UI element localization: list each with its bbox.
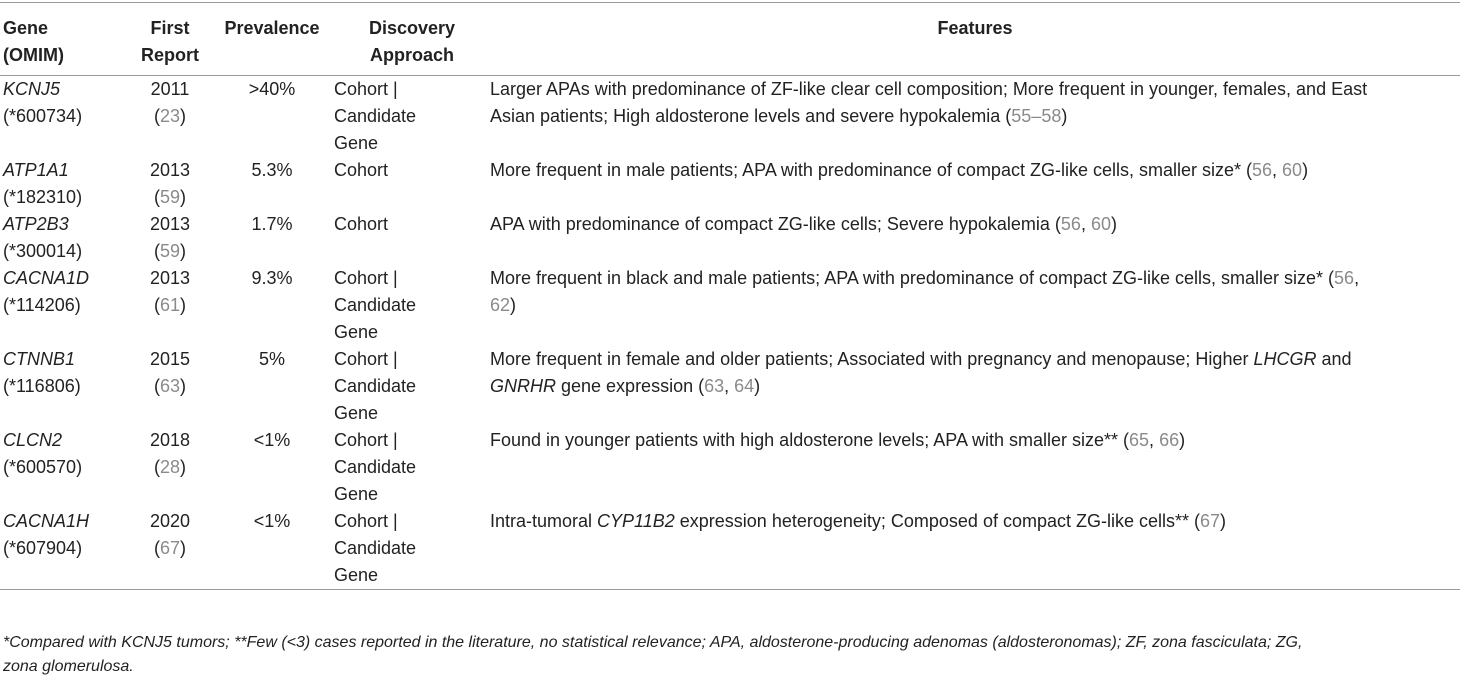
reference-link[interactable]: 62: [490, 295, 511, 315]
features-cell: [490, 157, 1460, 211]
features-line: [490, 292, 1460, 319]
header-features: [490, 3, 1460, 76]
first-report-cell: [130, 346, 210, 427]
prevalence-cell: [210, 346, 334, 427]
report-reference: (23): [153, 106, 187, 126]
features-cell: [490, 265, 1460, 346]
features-line: [490, 211, 1460, 238]
gene-cell: [0, 76, 130, 158]
table-footnote: [3, 631, 1453, 679]
features-line: [490, 427, 1460, 454]
feature-text: gene expression (: [556, 376, 705, 396]
feature-text: ): [1111, 214, 1117, 234]
approach-line: Cohort |: [334, 268, 398, 288]
reference-link[interactable]: 66: [1159, 430, 1180, 450]
first-report-cell: [130, 211, 210, 265]
feature-text: Larger APAs with predominance of ZF-like clear cell composition; More frequent in younger, females, and East: [490, 79, 1368, 99]
feature-text: ): [510, 295, 517, 315]
features-cell: [490, 427, 1460, 508]
approach-line: Candidate: [334, 457, 417, 477]
report-year: 2020: [149, 511, 191, 531]
gene-symbol: ATP1A1: [3, 160, 69, 180]
gene-cell: [0, 346, 130, 427]
report-year: 2018: [149, 430, 191, 450]
reference-link[interactable]: 56: [1252, 160, 1273, 180]
table-row: [0, 211, 1460, 265]
gene-cell: [0, 265, 130, 346]
table-row: [0, 508, 1460, 590]
feature-text: More frequent in female and older patients; Associated with pregnancy and menopause; Higher: [490, 349, 1254, 369]
reference-link[interactable]: 61: [159, 295, 181, 315]
gene-symbol: ATP2B3: [3, 214, 69, 234]
reference-link[interactable]: 56: [1060, 214, 1081, 234]
prevalence-value: <1%: [253, 511, 291, 531]
gene-name: LHCGR: [1253, 349, 1317, 369]
features-cell: [490, 211, 1460, 265]
features-cell: [490, 76, 1460, 158]
gene-cell: [0, 157, 130, 211]
prevalence-value: 5.3%: [251, 160, 293, 180]
gene-features-table: [0, 2, 1460, 590]
feature-text: APA with predominance of compact ZG-like cells; Severe hypokalemia (: [490, 214, 1061, 234]
feature-text: ): [754, 376, 761, 396]
feature-text: ): [1179, 430, 1186, 450]
feature-text: Intra-tumoral: [490, 511, 598, 531]
prevalence-cell: [210, 508, 334, 590]
gene-cell: [0, 427, 130, 508]
header-gene-line2: (OMIM): [3, 45, 64, 65]
report-year: 2013: [149, 268, 191, 288]
discovery-approach-cell: [334, 508, 490, 590]
first-report-cell: [130, 76, 210, 158]
discovery-approach-cell: [334, 211, 490, 265]
gene-name: CYP11B2: [597, 511, 675, 531]
gene-omim: (*116806): [3, 376, 81, 396]
feature-text: ): [1061, 106, 1068, 126]
gene-omim: (*300014): [3, 241, 83, 261]
header-discovery-line1: Discovery: [368, 18, 456, 38]
features-line: [490, 508, 1460, 535]
prevalence-cell: [210, 211, 334, 265]
approach-line: Cohort |: [334, 511, 398, 531]
gene-symbol: CACNA1H: [3, 511, 90, 531]
prevalence-value: >40%: [248, 79, 296, 99]
header-gene: [0, 3, 130, 76]
approach-line: Cohort: [334, 160, 389, 180]
prevalence-cell: [210, 265, 334, 346]
approach-line: Candidate: [334, 295, 417, 315]
gene-cell: [0, 508, 130, 590]
table-row: [0, 265, 1460, 346]
prevalence-cell: [210, 76, 334, 158]
feature-text: Asian patients; High aldosterone levels and severe hypokalemia (: [490, 106, 1012, 126]
features-line: [490, 103, 1460, 130]
first-report-cell: [130, 427, 210, 508]
approach-line: Candidate: [334, 538, 417, 558]
approach-line: Cohort |: [334, 349, 398, 369]
approach-line: Gene: [334, 403, 379, 423]
report-year: 2015: [149, 349, 191, 369]
gene-symbol: KCNJ5: [3, 79, 61, 99]
reference-link[interactable]: 59: [159, 241, 181, 261]
approach-line: Cohort |: [334, 79, 398, 99]
reference-link[interactable]: 65: [1129, 430, 1150, 450]
feature-text: Found in younger patients with high aldosterone levels; APA with smaller size** (: [490, 430, 1130, 450]
reference-link[interactable]: 23: [159, 106, 181, 126]
table-row: [0, 76, 1460, 158]
discovery-approach-cell: [334, 265, 490, 346]
reference-link[interactable]: 55–58: [1011, 106, 1062, 126]
approach-line: Candidate: [334, 376, 417, 396]
reference-link[interactable]: 56: [1334, 268, 1355, 288]
header-discovery-line2: Approach: [369, 45, 454, 65]
prevalence-value: 9.3%: [251, 268, 293, 288]
header-prevalence-text: Prevalence: [224, 18, 320, 38]
discovery-approach-cell: [334, 76, 490, 158]
gene-omim: (*607904): [3, 538, 83, 558]
gene-symbol: CACNA1D: [3, 268, 90, 288]
gene-cell: [0, 211, 130, 265]
approach-line: Cohort: [334, 214, 389, 234]
features-line: [490, 76, 1460, 103]
approach-line: Candidate: [334, 106, 417, 126]
reference-link[interactable]: 60: [1090, 214, 1111, 234]
features-line: [490, 373, 1460, 400]
reference-link[interactable]: 64: [734, 376, 755, 396]
table-row: [0, 427, 1460, 508]
reference-link[interactable]: 67: [159, 538, 181, 558]
feature-text: and: [1316, 349, 1352, 369]
report-year: 2011: [150, 79, 190, 99]
reference-link[interactable]: 63: [159, 376, 181, 396]
gene-omim: (*114206): [3, 295, 81, 315]
prevalence-value: <1%: [253, 430, 291, 450]
table-body: [0, 76, 1460, 590]
prevalence-value: 1.7%: [251, 214, 293, 234]
header-features-text: Features: [937, 18, 1013, 38]
gene-omim: (*600570): [3, 457, 83, 477]
header-first-report-line2: Report: [141, 45, 199, 65]
footnote-line2: zona glomerulosa.: [3, 658, 134, 675]
report-reference: (63): [153, 376, 187, 396]
discovery-approach-cell: [334, 427, 490, 508]
feature-text: ): [1220, 511, 1227, 531]
report-year: 2013: [149, 214, 191, 234]
feature-text: More frequent in male patients; APA with predominance of compact ZG-like cells, smaller size* (: [490, 160, 1252, 180]
table-row: [0, 157, 1460, 211]
reference-link[interactable]: 67: [1200, 511, 1221, 531]
approach-line: Cohort |: [334, 430, 398, 450]
prevalence-value: 5%: [258, 349, 285, 369]
report-reference: (61): [153, 295, 187, 315]
gene-symbol: CLCN2: [3, 430, 63, 450]
approach-line: Gene: [334, 322, 379, 342]
approach-line: Gene: [334, 133, 379, 153]
gene-omim: (*600734): [3, 106, 83, 126]
header-prevalence: [210, 3, 334, 76]
header-first-report: [130, 3, 210, 76]
report-reference: (28): [153, 457, 187, 477]
prevalence-cell: [210, 427, 334, 508]
first-report-cell: [130, 157, 210, 211]
features-cell: [490, 508, 1460, 590]
reference-link[interactable]: 28: [159, 457, 181, 477]
footnote-line1: *Compared with KCNJ5 tumors; **Few (<3) cases reported in the literature, no statistical relevance; APA, aldosterone-producing adenomas (aldosteronomas); ZF, zona fasciculata; ZG,: [3, 634, 1303, 651]
feature-text: More frequent in black and male patients; APA with predominance of compact ZG-like cells, smaller size* (: [490, 268, 1335, 288]
feature-text: ): [1302, 160, 1309, 180]
gene-name: GNRHR: [490, 376, 556, 396]
feature-text: ,: [1149, 430, 1160, 450]
gene-symbol: CTNNB1: [3, 349, 76, 369]
features-line: [490, 346, 1460, 373]
header-discovery: [334, 3, 490, 76]
reference-link[interactable]: 63: [704, 376, 725, 396]
discovery-approach-cell: [334, 346, 490, 427]
feature-text: ,: [1080, 214, 1091, 234]
approach-line: Gene: [334, 484, 379, 504]
features-cell: [490, 346, 1460, 427]
feature-text: ,: [1272, 160, 1283, 180]
first-report-cell: [130, 508, 210, 590]
report-reference: (67): [153, 538, 187, 558]
report-reference: (59): [153, 241, 187, 261]
report-reference: (59): [153, 187, 187, 207]
discovery-approach-cell: [334, 157, 490, 211]
header-first-report-line1: First: [150, 18, 190, 38]
reference-link[interactable]: 59: [159, 187, 181, 207]
features-line: [490, 157, 1460, 184]
prevalence-cell: [210, 157, 334, 211]
gene-omim: (*182310): [3, 187, 83, 207]
feature-text: ,: [724, 376, 735, 396]
feature-text: expression heterogeneity; Composed of compact ZG-like cells** (: [674, 511, 1200, 531]
table-row: [0, 346, 1460, 427]
first-report-cell: [130, 265, 210, 346]
header-gene-line1: Gene: [3, 18, 49, 38]
report-year: 2013: [149, 160, 191, 180]
header-row: [0, 3, 1460, 76]
approach-line: Gene: [334, 565, 379, 585]
reference-link[interactable]: 60: [1282, 160, 1303, 180]
feature-text: ,: [1354, 268, 1360, 288]
features-line: [490, 265, 1460, 292]
